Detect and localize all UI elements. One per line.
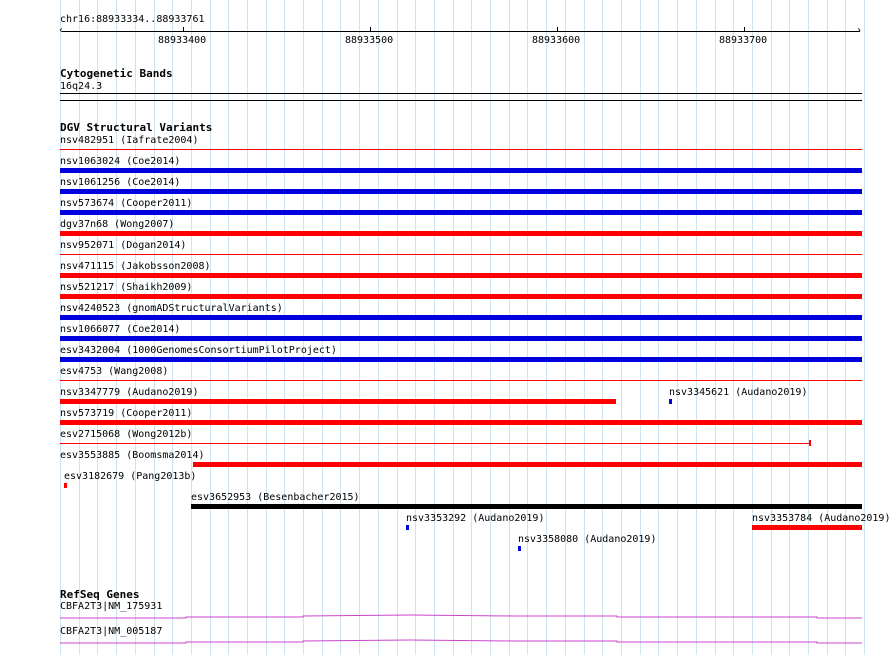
variant-label[interactable]: esv3182679 (Pang2013b) xyxy=(64,471,197,482)
variant-feature-loss[interactable] xyxy=(752,525,862,530)
grid-line xyxy=(359,0,360,655)
grid-line xyxy=(490,0,491,655)
ruler-tick xyxy=(370,27,371,32)
grid-line xyxy=(789,0,790,655)
variant-feature-gain[interactable] xyxy=(60,210,862,215)
variant-label[interactable]: nsv1063024 (Coe2014) xyxy=(60,156,181,167)
grid-line xyxy=(715,0,716,655)
variant-feature-loss[interactable] xyxy=(60,231,862,236)
grid-line xyxy=(584,0,585,655)
grid-line xyxy=(677,0,678,655)
ruler-left-arrow-icon[interactable]: ‹ xyxy=(58,25,65,36)
grid-line xyxy=(228,0,229,655)
variant-label[interactable]: nsv3358080 (Audano2019) xyxy=(518,534,657,545)
grid-line xyxy=(471,0,472,655)
variant-feature-loss[interactable] xyxy=(60,254,862,255)
variant-label[interactable]: nsv573674 (Cooper2011) xyxy=(60,198,193,209)
cytoband-band-top xyxy=(60,93,862,94)
grid-line xyxy=(602,0,603,655)
variant-feature-gain[interactable] xyxy=(406,525,409,530)
grid-line xyxy=(546,0,547,655)
cytoband-track-title[interactable]: Cytogenetic Bands xyxy=(60,67,173,80)
variant-feature-gain[interactable] xyxy=(518,546,521,551)
variant-label[interactable]: esv3432004 (1000GenomesConsortiumPilotProject) xyxy=(60,345,337,356)
grid-line xyxy=(378,0,379,655)
variant-feature-gain[interactable] xyxy=(60,357,862,362)
variant-label[interactable]: esv3553885 (Boomsma2014) xyxy=(60,450,205,461)
grid-line xyxy=(247,0,248,655)
grid-line xyxy=(340,0,341,655)
grid-line xyxy=(845,0,846,655)
variant-label[interactable]: dgv37n68 (Wong2007) xyxy=(60,219,175,230)
variant-feature-loss[interactable] xyxy=(60,149,862,150)
variant-label[interactable]: nsv521217 (Shaikh2009) xyxy=(60,282,193,293)
ruler-tick xyxy=(557,27,558,32)
variant-feature-loss[interactable] xyxy=(60,294,862,299)
variant-feature-loss[interactable] xyxy=(60,399,616,404)
grid-line xyxy=(509,0,510,655)
ruler-tick-label: 88933700 xyxy=(719,35,768,46)
grid-line xyxy=(527,0,528,655)
ruler-tick xyxy=(744,27,745,32)
cytoband-band-bottom[interactable] xyxy=(60,100,862,101)
variant-label[interactable]: nsv573719 (Cooper2011) xyxy=(60,408,193,419)
grid-line xyxy=(434,0,435,655)
grid-line xyxy=(658,0,659,655)
variant-feature-loss[interactable] xyxy=(60,273,862,278)
cytoband-label: 16q24.3 xyxy=(60,81,103,92)
ruler-tick xyxy=(183,27,184,32)
grid-line xyxy=(808,0,809,655)
variant-feature-gain[interactable] xyxy=(60,336,862,341)
gene-label[interactable]: CBFA2T3|NM_175931 xyxy=(60,601,163,612)
grid-line xyxy=(621,0,622,655)
grid-line xyxy=(696,0,697,655)
variant-label[interactable]: nsv3353784 (Audano2019) xyxy=(752,513,890,524)
variant-feature-loss[interactable] xyxy=(64,483,67,488)
variant-label[interactable]: nsv3345621 (Audano2019) xyxy=(669,387,808,398)
gene-label[interactable]: CBFA2T3|NM_005187 xyxy=(60,626,163,637)
grid-line xyxy=(827,0,828,655)
grid-line xyxy=(771,0,772,655)
grid-line xyxy=(322,0,323,655)
ruler-tick-label: 88933400 xyxy=(158,35,207,46)
variant-label[interactable]: nsv3347779 (Audano2019) xyxy=(60,387,199,398)
variant-feature-loss[interactable] xyxy=(193,462,862,467)
grid-line xyxy=(266,0,267,655)
grid-line xyxy=(640,0,641,655)
grid-line xyxy=(565,0,566,655)
grid-line xyxy=(415,0,416,655)
variant-label[interactable]: nsv471115 (Jakobsson2008) xyxy=(60,261,211,272)
ruler-tick-label: 88933600 xyxy=(532,35,581,46)
grid-line xyxy=(210,0,211,655)
variant-feature-complex[interactable] xyxy=(191,504,862,509)
ruler-right-arrow-icon[interactable]: › xyxy=(856,25,863,36)
variant-label[interactable]: esv3652953 (Besenbacher2015) xyxy=(191,492,360,503)
variant-label[interactable]: nsv952071 (Dogan2014) xyxy=(60,240,187,251)
variant-label[interactable]: esv4753 (Wang2008) xyxy=(60,366,169,377)
variant-label[interactable]: nsv1066077 (Coe2014) xyxy=(60,324,181,335)
variant-label[interactable]: nsv4240523 (gnomADStructuralVariants) xyxy=(60,303,283,314)
variant-feature-gain[interactable] xyxy=(60,168,862,173)
variant-feature-loss[interactable] xyxy=(60,420,862,425)
refseq-track-title[interactable]: RefSeq Genes xyxy=(60,588,140,601)
variant-label[interactable]: nsv482951 (Iafrate2004) xyxy=(60,135,199,146)
variant-label[interactable]: nsv3353292 (Audano2019) xyxy=(406,513,545,524)
variant-end-marker xyxy=(809,440,811,446)
gene-model-nm-005187[interactable] xyxy=(60,636,862,646)
grid-line xyxy=(453,0,454,655)
grid-line xyxy=(191,0,192,655)
grid-line xyxy=(733,0,734,655)
gene-model-nm-175931[interactable] xyxy=(60,611,862,621)
variant-label[interactable]: nsv1061256 (Coe2014) xyxy=(60,177,181,188)
ruler-position: chr16:88933334..88933761 xyxy=(60,14,205,25)
variant-label[interactable]: esv2715068 (Wong2012b) xyxy=(60,429,193,440)
grid-line xyxy=(284,0,285,655)
variant-feature-loss[interactable] xyxy=(60,380,862,381)
grid-line xyxy=(397,0,398,655)
variant-feature-gain[interactable] xyxy=(60,189,862,194)
grid-line xyxy=(752,0,753,655)
ruler-tick-label: 88933500 xyxy=(345,35,394,46)
grid-line xyxy=(864,0,865,655)
ruler-line xyxy=(62,31,860,32)
dgv-track-title[interactable]: DGV Structural Variants xyxy=(60,121,213,134)
grid-line xyxy=(303,0,304,655)
variant-feature-gain[interactable] xyxy=(669,399,672,404)
variant-feature-loss[interactable] xyxy=(60,443,811,444)
variant-feature-gain[interactable] xyxy=(60,315,862,320)
